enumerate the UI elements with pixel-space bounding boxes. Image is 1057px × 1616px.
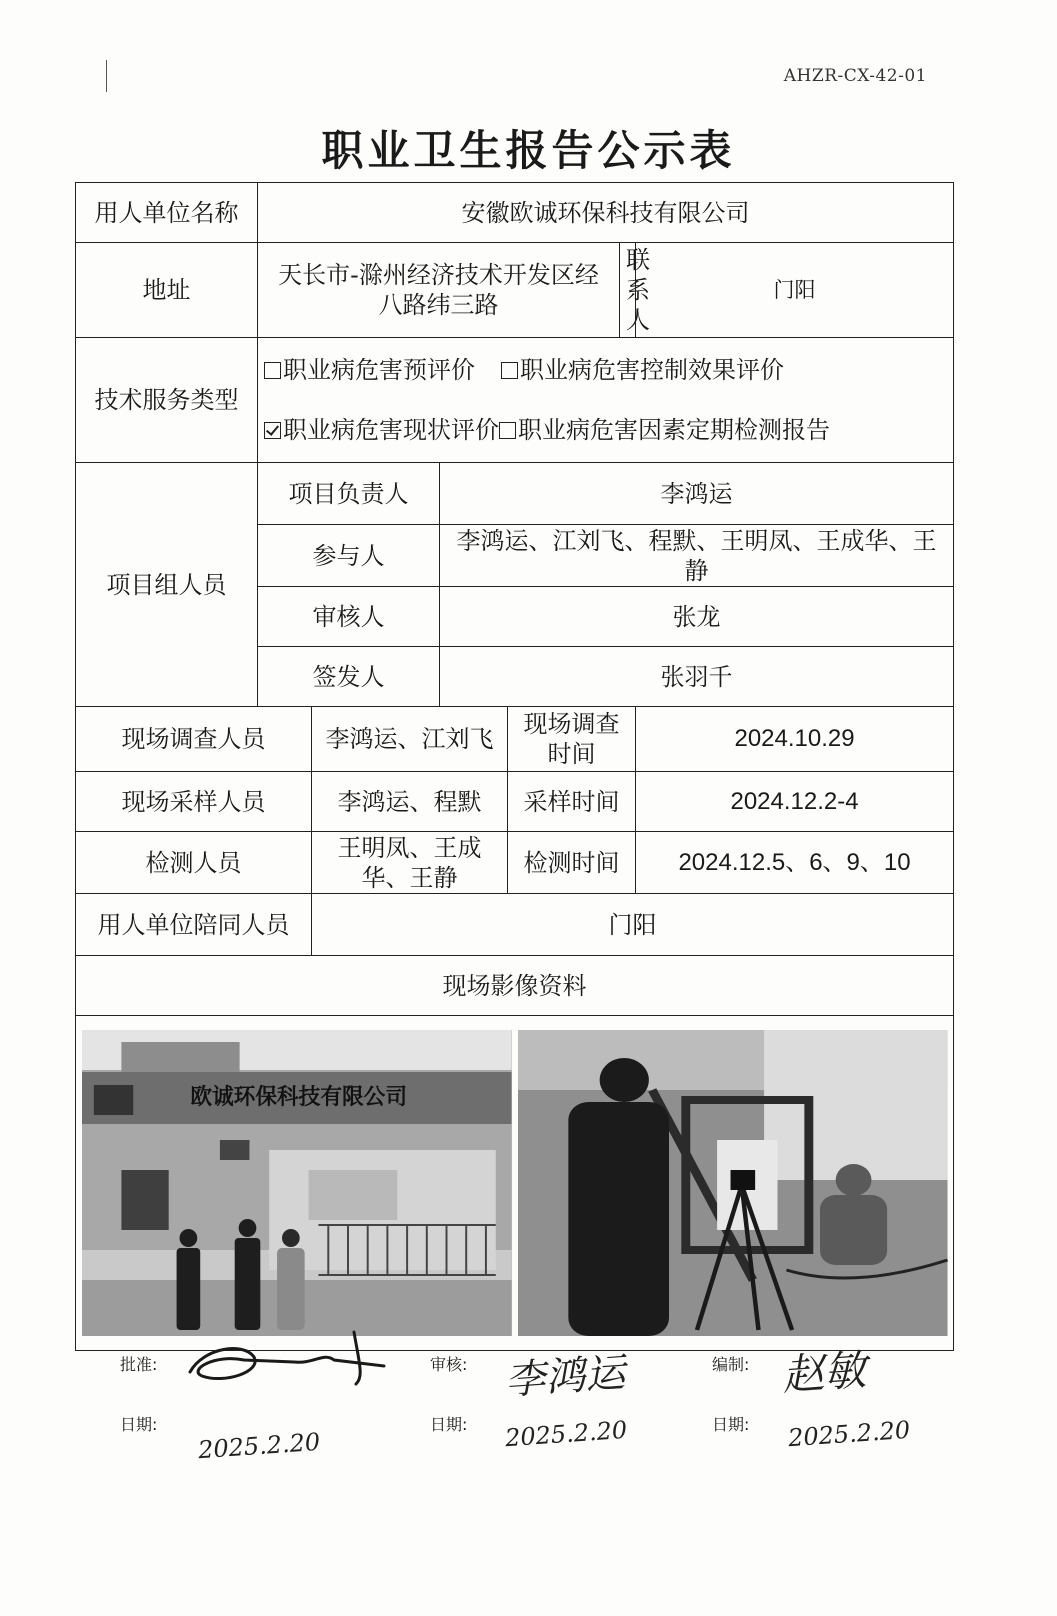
service-type-options — [258, 338, 954, 463]
row-team-leader — [76, 463, 954, 525]
row-address — [76, 243, 954, 338]
row-photos — [76, 1016, 954, 1351]
images-label: 现场影像资料 — [76, 956, 954, 1016]
testing-time-label: 检测时间 — [508, 832, 636, 894]
photo-field-sampling — [518, 1030, 948, 1336]
sampling-photo-image — [518, 1030, 948, 1336]
checkbox-unchecked-icon[interactable] — [499, 422, 516, 439]
margin-mark — [106, 60, 107, 92]
survey-time-value: 2024.10.29 — [636, 707, 954, 772]
reviewer-label: 审核人 — [258, 587, 440, 647]
checkbox-unchecked-icon[interactable] — [501, 362, 518, 379]
handwritten-date-3: 2025.2.20 — [787, 1415, 911, 1453]
testing-staff-label: 检测人员 — [76, 832, 312, 894]
date-label-1: 日期: — [120, 1415, 158, 1434]
leader-value: 李鸿运 — [440, 463, 954, 525]
survey-staff-value: 李鸿运、江刘飞 — [312, 707, 508, 772]
report-table — [75, 182, 954, 1351]
row-survey — [76, 707, 954, 772]
reviewer-signature: 李鸿运 — [503, 1349, 627, 1405]
sampling-time-value: 2024.12.2-4 — [636, 772, 954, 832]
service-option-label: 职业病危害因素定期检测报告 — [518, 416, 830, 444]
compiler-signature: 赵敏 — [780, 1345, 868, 1400]
row-sampling — [76, 772, 954, 832]
service-option-status-evaluation[interactable] — [264, 415, 499, 445]
escort-value: 门阳 — [312, 894, 954, 956]
issuer-value: 张羽千 — [440, 647, 954, 707]
row-escort — [76, 894, 954, 956]
approve-label: 批准: — [120, 1355, 158, 1374]
service-option-label: 职业病危害预评价 — [283, 356, 475, 384]
date-label-2: 日期: — [430, 1415, 468, 1434]
service-option-periodic-testing[interactable] — [499, 415, 830, 445]
contact-label: 联系人 — [620, 243, 636, 338]
sampling-staff-label: 现场采样人员 — [76, 772, 312, 832]
compile-label: 编制: — [712, 1355, 750, 1374]
employer-name-label: 用人单位名称 — [76, 183, 258, 243]
survey-time-label: 现场调查时间 — [508, 707, 636, 772]
service-type-label: 技术服务类型 — [76, 338, 258, 463]
page-title: 职业卫生报告公示表 — [321, 126, 736, 175]
sampling-staff-value: 李鸿运、程默 — [312, 772, 508, 832]
testing-staff-value: 王明凤、王成华、王静 — [312, 832, 508, 894]
participants-value: 李鸿运、江刘飞、程默、王明凤、王成华、王静 — [440, 525, 954, 587]
issuer-label: 签发人 — [258, 647, 440, 707]
service-option-label: 职业病危害现状评价 — [283, 416, 499, 444]
escort-label: 用人单位陪同人员 — [76, 894, 312, 956]
review-label: 审核: — [430, 1355, 468, 1374]
row-service-types — [76, 338, 954, 463]
row-images-header — [76, 956, 954, 1016]
handwritten-date-1: 2025.2.20 — [197, 1427, 321, 1465]
leader-label: 项目负责人 — [258, 463, 440, 525]
service-option-label: 职业病危害控制效果评价 — [520, 356, 784, 384]
date-label-3: 日期: — [712, 1415, 750, 1434]
document-code: AHZR-CX-42-01 — [783, 66, 927, 86]
checkbox-checked-icon[interactable] — [264, 422, 281, 439]
contact-value: 门阳 — [636, 243, 954, 338]
participants-label: 参与人 — [258, 525, 440, 587]
survey-staff-label: 现场调查人员 — [76, 707, 312, 772]
gate-photo-image — [82, 1030, 512, 1336]
handwritten-date-2: 2025.2.20 — [504, 1415, 628, 1453]
team-label: 项目组人员 — [76, 463, 258, 707]
address-value: 天长市-滁州经济技术开发区经八路纬三路 — [258, 243, 620, 338]
testing-time-value: 2024.12.5、6、9、10 — [636, 832, 954, 894]
service-option-pre-evaluation[interactable] — [264, 355, 475, 385]
photos-cell — [76, 1016, 954, 1351]
sampling-time-label: 采样时间 — [508, 772, 636, 832]
service-option-control-effect[interactable] — [501, 355, 784, 385]
checkbox-unchecked-icon[interactable] — [264, 362, 281, 379]
reviewer-value: 张龙 — [440, 587, 954, 647]
employer-name-value: 安徽欧诚环保科技有限公司 — [258, 183, 954, 243]
approver-signature-image — [184, 1322, 394, 1392]
row-employer-name — [76, 183, 954, 243]
gate-sign-text: 欧诚环保科技有限公司 — [190, 1084, 408, 1111]
row-testing — [76, 832, 954, 894]
photo-company-gate — [82, 1030, 512, 1336]
address-label: 地址 — [76, 243, 258, 338]
